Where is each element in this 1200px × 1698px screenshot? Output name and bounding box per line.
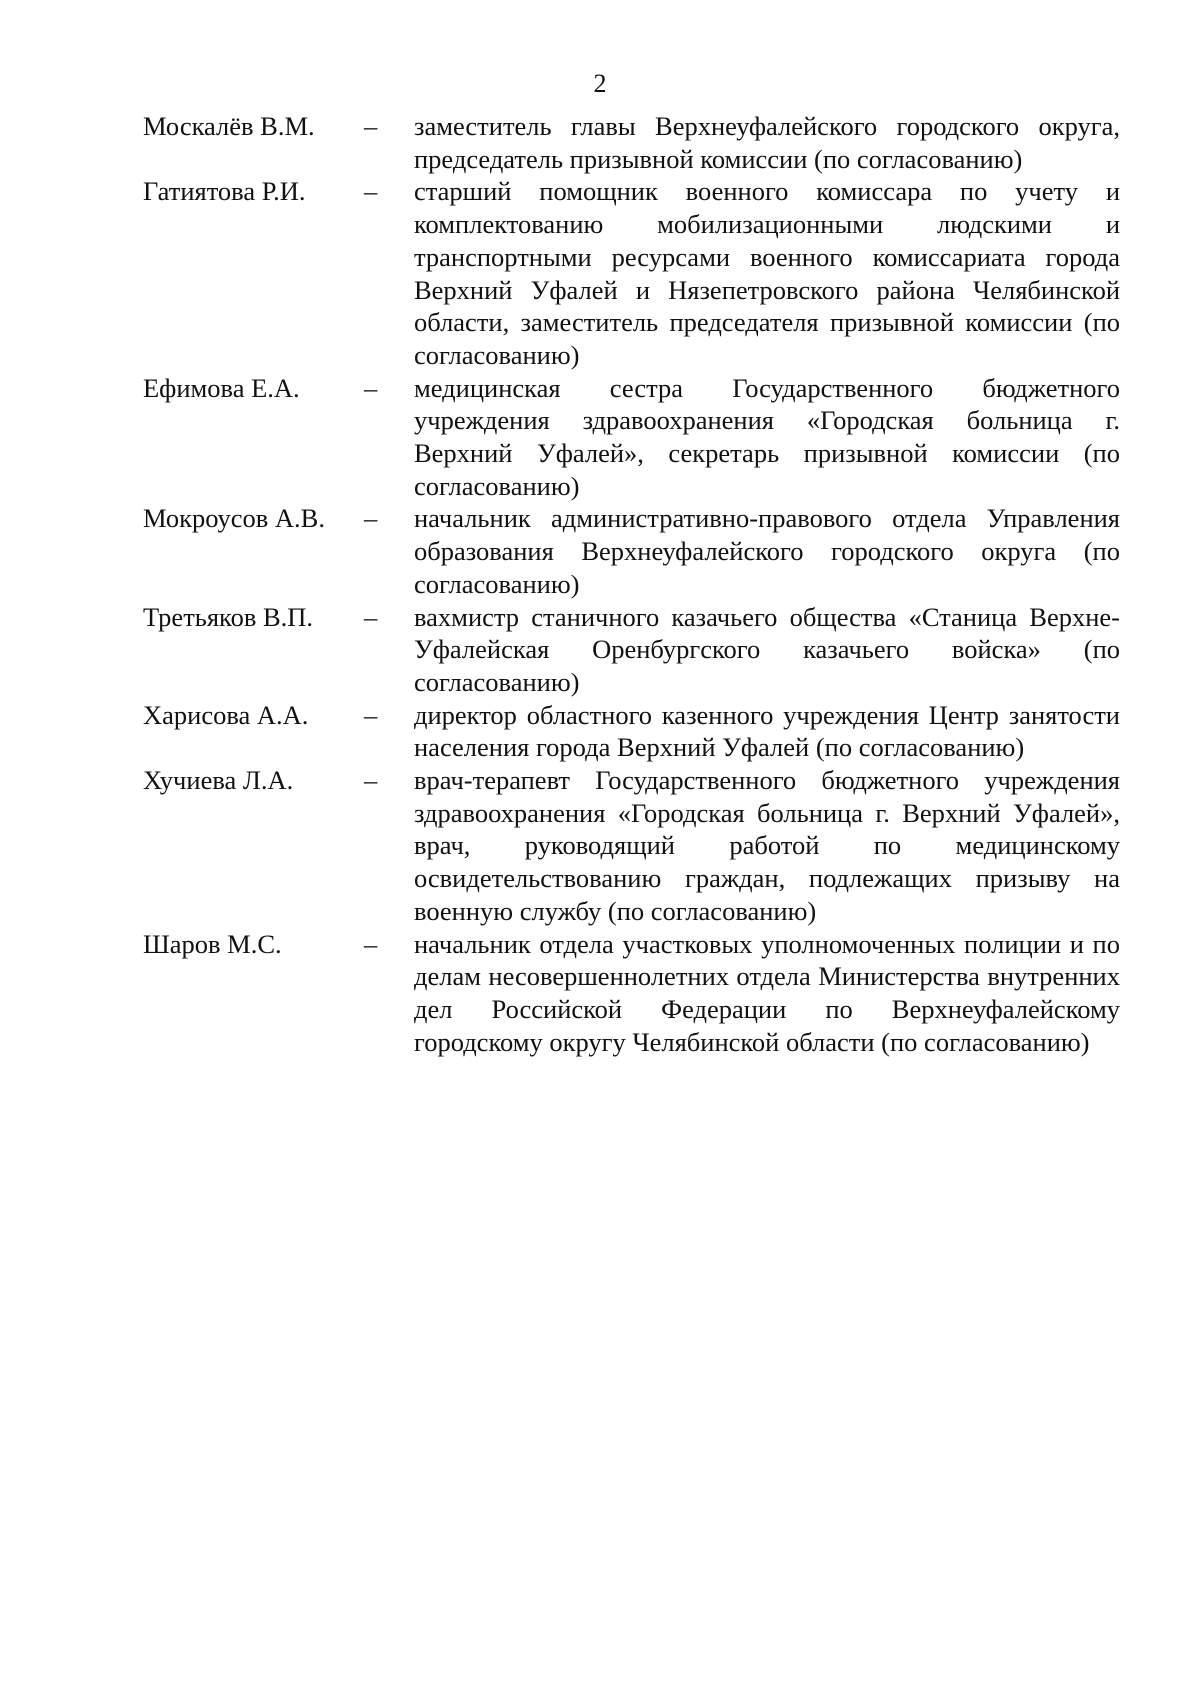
member-name: Москалёв В.М. [143,111,315,141]
member-name: Мокроусов А.В. [143,503,325,534]
member-role: директор областного казенного учреждения Центр занятости населения города Верхний Уфалей (по согласованию) [414,699,1120,763]
member-row [143,601,1120,699]
member-name: Шаров М.С. [143,928,282,959]
member-name: Ефимова Е.А. [143,372,300,403]
member-dash: – [364,601,378,632]
member-name: Харисова А.А. [143,699,309,730]
member-row [143,764,1120,928]
member-role: заместитель главы Верхнеуфалейского городского округа, председатель призывной комиссии (по согласованию) [414,111,1120,174]
member-role: вахмистр станичного казачьего общества «Станица Верхне-Уфалейская Оренбургского казачьего войска» (по согласованию) [414,601,1120,697]
member-dash: – [364,765,378,796]
commission-member-list [143,110,1120,1058]
member-role: врач-терапевт Государственного бюджетного учреждения здравоохранения «Городская больница г. Верхний Уфалей», врач, руководящий работой по медицинскому освидетельствованию граждан, подлежащих призыву на военную службу (по согласованию) [414,765,1120,926]
member-role: начальник административно-правового отдела Управления образования Верхнеуфалейского городского округа (по согласованию) [414,503,1120,599]
member-row [143,372,1120,503]
member-dash: – [364,176,378,207]
member-row [143,110,1120,175]
member-dash: – [364,503,378,534]
member-role: начальник отдела участковых уполномоченных полиции и по делам несовершеннолетних отдела Министерства внутренних дел Российской Федерации по Верхнеуфалейскому городскому округу Челябинской области (по согласованию) [414,928,1120,1057]
member-dash: – [364,111,378,141]
member-dash: – [364,372,378,403]
member-row [143,502,1120,600]
member-row [143,699,1120,764]
member-row [143,928,1120,1059]
member-name: Хучиева Л.А. [143,765,294,796]
member-row [143,175,1120,371]
member-role: медицинская сестра Государственного бюджетного учреждения здравоохранения «Городская больница г. Верхний Уфалей», секретарь призывной комиссии (по согласованию) [414,372,1120,501]
member-role: старший помощник военного комиссара по учету и комплектованию мобилизационными людскими и транспортными ресурсами военного комиссариата города Верхний Уфалей и Нязепетровского района Челябинской области, заместитель председателя призывной комиссии (по согласованию) [414,176,1120,370]
member-dash: – [364,928,378,959]
member-name: Третьяков В.П. [143,601,314,632]
member-name: Гатиятова Р.И. [143,176,306,207]
page-number: 2 [593,69,607,98]
member-dash: – [364,699,378,730]
